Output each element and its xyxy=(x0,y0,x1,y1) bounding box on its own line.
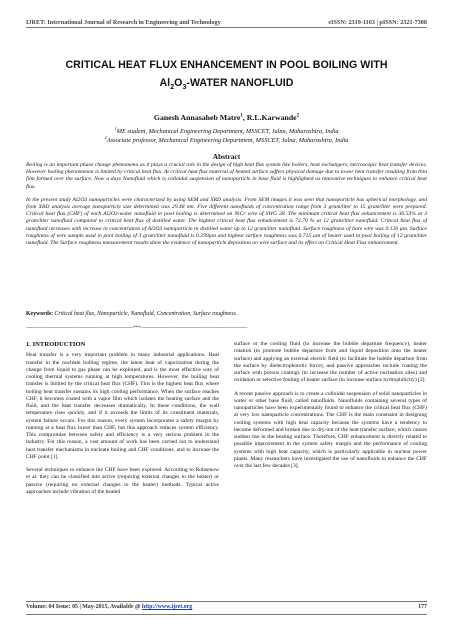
section-separator: -------------------------------------------------------------------***------------------------------------------------------------------- xyxy=(26,325,248,331)
abstract-paragraph-1: Boiling is an important phase change phenomena as it plays a crucial role in the design of high heat flux system like boilers, heat exchangers, microscopic heat transfer devices. However boiling phenomenon is limited by critical heat flux. At critical heat flux material of heated surface suffers physical damage due to lower heat transfer resulting from thin film formed over the surface. Now a days Nanofluid which is colloidal suspension of nanoparticle in base fluid is highlighted as innovative techniques to enhance critical heat flux. xyxy=(26,162,427,190)
author-1: Ganesh Annasaheb Matre xyxy=(153,113,241,122)
abstract-paragraph-2: In the present study Al2O3 nanoparticles were characterized by using SEM and XRD analysis. From SEM images it was seen that nanoparticle has spherical morphology, and from XRD analysis average nanoparticle size determined was 29.48 nm. Five different nanofluids of concentration range from 3 gram/liter to 15 gram/liter were prepared. Critical heat flux (CHF) of each Al2O3-water nanofluid in pool boiling is determined on NiCr wire of SWG 28. The minimum critical heat flux enhancement is 30.53% at 3 gram/liter nanofluid compared to critical heat flux of distilled water. The highest critical heat flux enhancement is 72.70 % at 12 gram/liter nanofluid. Critical heat flux of nanofluid increases with increase in concentration of Al2O3 nanoparticle in distilled water up to 12 gram/liter nanofluid. Surface roughness of bare wire was 0.126 µm. Surface roughness of wire sample used in pool boiling of 3 gram/liter nanofluid is 0.299µm and highest surface roughness was 0.715 µm of heater used in pool boiling of 12 gram/liter nanofluid. The Surface roughness measurement results show the evidence of nanoparticle deposition on wire surface and its effect on Critical Heat Flux enhancement. xyxy=(26,196,427,247)
author-2: R.L.Karwande xyxy=(246,113,297,122)
author-list: Ganesh Annasaheb Matre$^1$, R.L.Karwande$^2$ xyxy=(153,113,300,122)
abstract-heading: Abstract xyxy=(212,152,241,161)
intro-paragraph-1: Heat transfer is a very important problem in many industrial applications. Heat transfer in the nucleate boiling regime, the latent heat of vaporization during the change from liquid to gas phase can be exploited, and is the most effective way of cooling thermal systems running at high temperatures. However, the boiling heat transfer is limited by the critical heat flux (CHF). This is the highest heat flux where boiling heat transfer sustains its high cooling performance. When the surface reaches CHF, it becomes coated with a vapor film which isolates the heating surface and the fluid, and the heat transfer decreases dramatically. In these conditions, the wall temperature rises quickly, and if it exceeds the limits of its constituent materials, system failure occurs. For this reason, every system incorporates a safety margin by running at a heat flux lower than CHF, but this approach reduces system efficiency. This compromise between safety and efficiency is a very serious problem in the industry. For this reason, a vast amount of work has been carried out to understand heat transfer mechanisms in nucleate boiling and CHF conditions, and to increase the CHF point [1]. xyxy=(26,352,219,460)
footer-rule-bottom xyxy=(26,614,427,615)
footer-rule xyxy=(26,601,427,602)
journal-name: IJRET: International Journal of Research in Engineering and Technology xyxy=(26,19,221,26)
left-column xyxy=(26,341,219,502)
running-header xyxy=(26,10,427,26)
title-line-2: $Al_2O_3$-WATER NANOFLUID xyxy=(159,77,294,92)
intro-paragraph-4: A recent passive approach is to create a colloidal suspension of solid nanoparticles in water or other base fluid, called nanofluids. Nanofluids containing several types of nanoparticles have been experimentally found to enhance the critical heat flux (CHF) at very low nanoparticle concentrations. The CHF is the main constraint in designing cooling systems with high heat capacity because the systems have a tendency to become deformed and broken due to dry-out of the heat transfer surface, which causes sudden rise in the heating surface. Therefore, CHF enhancement is directly related to possible improvement in the system safety margin and the performance of cooling systems with high heat capacity, which is particularly applicable in nuclear power plants. Many researchers have investigated the use of nanofluids to enhance the CHF over the last few decades [3]. xyxy=(234,390,427,469)
paper-title xyxy=(26,56,427,97)
intro-paragraph-2: Several techniques to enhance the CHF have been explored. According to Rohsenow et al. they can be classified into active (requiring external changes to the heater) or passive (requiring no external changes to the heater) methods. Typical active approaches include vibration of the heated xyxy=(26,467,219,495)
section-heading-introduction: 1. INTRODUCTION xyxy=(26,341,86,348)
keywords-label: Keywords: xyxy=(26,311,54,317)
keywords xyxy=(26,311,427,317)
title-line-1: CRITICAL HEAT FLUX ENHANCEMENT IN POOL BOILING WITH xyxy=(65,59,388,71)
affiliation-1: $^1$ME student, Mechanical Engineering Department, MSSCET, Jalna, Maharashtra, India xyxy=(114,126,339,136)
keywords-text: Critical heat flux, Nanoparticle, Nanofluid, Concentration, Surface roughness. xyxy=(53,311,238,317)
volume-info: Volume: 04 Issue: 05 | May-2015, Available @ xyxy=(26,604,142,610)
issn-info: eISSN: 2319-1163 | pISSN: 2321-7308 xyxy=(328,19,427,26)
header-rule xyxy=(26,27,427,28)
page-number: 177 xyxy=(418,604,427,610)
right-column xyxy=(234,341,427,476)
abstract-body xyxy=(26,162,427,253)
affiliation-2: $^2$Associate professor, Mechanical Engineering Department, MSSCET, Jalna, Maharashtra, India xyxy=(104,135,349,145)
intro-paragraph-3: surface or the cooling fluid (to increase the bubble departure frequency), heater rotation (to promote bubble departure from and liquid deposition onto the heater surface) and applying an external electric field (to facilitate the bubble departure from the surface by dielectrophoretic force), and passive approaches include coating the surface with porous coatings (to increase the number of active nucleation sites) and oxidation or selective fouling of heater surface (to increase surface hydrophilicity) [2]. xyxy=(234,341,427,384)
journal-url-link[interactable]: http://www.ijret.org xyxy=(141,604,193,610)
